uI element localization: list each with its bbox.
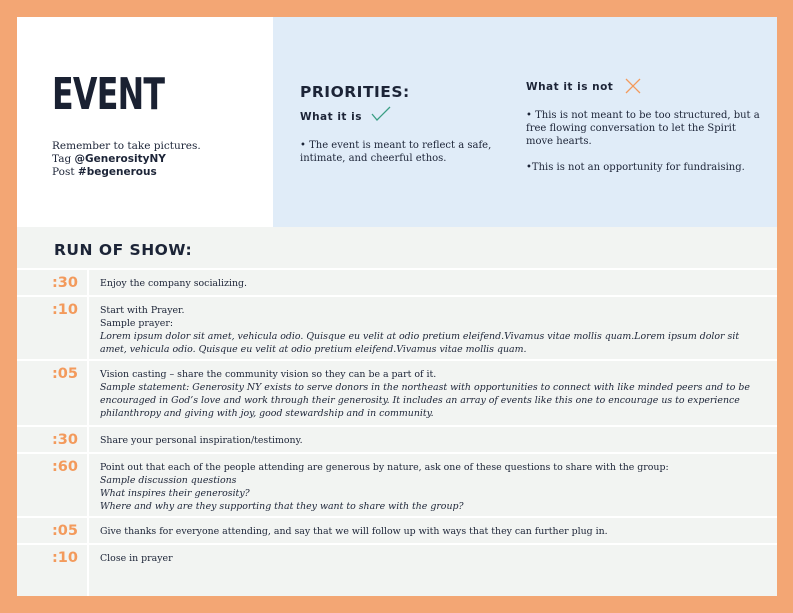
row-line: Give thanks for everyone attending, and say that we will follow up with ways that they can further plug in. (100, 526, 608, 537)
event-panel (17, 17, 273, 227)
row-line: Lorem ipsum dolor sit amet, vehicula odio. Quisque eu velit at odio pretium eleifend.Vivamus vitae mollis quam.Lorem ipsum dolor sit amet, vehicula odio. Quisque eu velit at odio pretium eleifend.Vivamus vitae mollis quam. (100, 331, 740, 355)
event-card (17, 17, 777, 596)
row-content (100, 552, 755, 565)
post-prefix: Post (52, 166, 78, 178)
row-line: Sample statement: Generosity NY exists to serve donors in the northeast with opportunities to connect with like minded peers and to be encouraged in God’s love and work through their generosity. It includes an array of events like this one to encourage us to experience philanthropy and giving with joy, good stewardship and in community. (100, 382, 750, 419)
row-content (100, 277, 755, 290)
priorities-panel (273, 17, 777, 227)
row-content (100, 304, 755, 356)
row-line: Where and why are they supporting that they want to share with the group? (100, 501, 464, 512)
what-it-is-not-body (526, 109, 761, 187)
tag-line (52, 153, 201, 166)
row-time: :60 (17, 454, 89, 518)
row-line: Enjoy the company socializing. (100, 278, 247, 289)
row-line: Vision casting – share the community vision so they can be a part of it. (100, 369, 437, 380)
what-it-is-heading: What it is (300, 111, 362, 123)
schedule-row (17, 268, 777, 297)
x-mark-icon (624, 77, 642, 95)
run-of-show-title: RUN OF SHOW: (54, 241, 193, 259)
schedule-row (17, 516, 777, 545)
reminder-text (52, 140, 201, 179)
row-content (100, 368, 755, 420)
top-section (17, 17, 777, 227)
row-time: :30 (17, 270, 89, 297)
row-time: :10 (17, 297, 89, 361)
row-time: :05 (17, 361, 89, 427)
what-it-is-body: • The event is meant to reflect a safe, intimate, and cheerful ethos. (300, 140, 492, 164)
row-line: Share your personal inspiration/testimony. (100, 435, 303, 446)
schedule-row (17, 425, 777, 454)
event-title: EVENT (52, 69, 165, 120)
row-time: :05 (17, 518, 89, 545)
row-content (100, 434, 755, 447)
row-time: :10 (17, 545, 89, 596)
schedule-row (17, 452, 777, 518)
tag-handle: @GenerosityNY (74, 153, 166, 165)
schedule-row (17, 543, 777, 596)
row-line: Close in prayer (100, 553, 173, 564)
what-it-is-not-heading: What it is not (526, 81, 614, 93)
row-line: Sample discussion questions (100, 475, 237, 486)
reminder-line: Remember to take pictures. (52, 140, 201, 152)
row-line: Start with Prayer. (100, 305, 185, 316)
row-line: Sample prayer: (100, 318, 173, 329)
row-time: :30 (17, 427, 89, 454)
isnot-item: •This is not an opportunity for fundraising. (526, 162, 745, 173)
post-line (52, 166, 201, 179)
isnot-item: • This is not meant to be too structured, but a free flowing conversation to let the Spirit move hearts. (526, 110, 760, 147)
row-line: What inspires their generosity? (100, 488, 250, 499)
checkmark-icon (371, 106, 391, 122)
row-content (100, 461, 755, 513)
run-of-show-list (17, 268, 777, 596)
row-line: Point out that each of the people attending are generous by nature, ask one of these questions to share with the group: (100, 462, 669, 473)
tag-prefix: Tag (52, 153, 75, 165)
row-content (100, 525, 755, 538)
post-hashtag: #begenerous (77, 166, 157, 178)
schedule-row (17, 359, 777, 427)
priorities-title: PRIORITIES: (300, 83, 410, 101)
schedule-row (17, 295, 777, 361)
